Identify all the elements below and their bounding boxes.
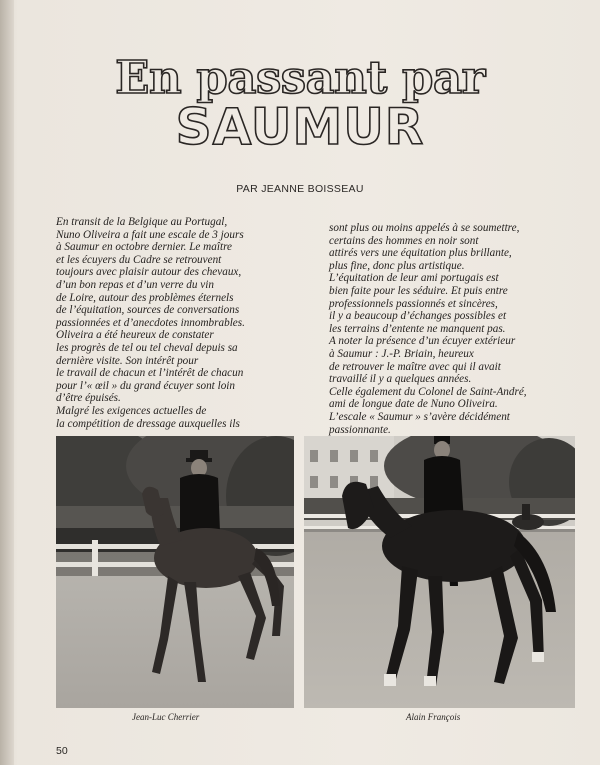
- text-line: attirés vers une équitation plus brillante,: [329, 247, 512, 260]
- text-line: Oliveira a été heureux de constater: [56, 329, 214, 342]
- text-line: A noter la présence d’un écuyer extérieur: [329, 335, 516, 348]
- page-number: 50: [56, 745, 68, 757]
- article-title-line-1: En passant par: [115, 51, 485, 104]
- text-line: L’escale « Saumur » s’avère décidément: [329, 410, 510, 423]
- text-line: il y a beaucoup d’échanges possibles et: [329, 310, 507, 323]
- text-line: Malgré les exigences actuelles de: [56, 404, 207, 417]
- text-line: d’être épuisés.: [56, 392, 121, 405]
- text-line: à Saumur en octobre dernier. Le maître: [56, 241, 232, 254]
- photo-caption-left: Jean-Luc Cherrier: [132, 712, 200, 722]
- text-line: passionnées et d’anecdotes innombrables.: [56, 316, 245, 329]
- article-column-right: [329, 222, 575, 436]
- text-line: les terrains d’entente ne manquent pas.: [329, 322, 506, 335]
- text-line: L’équitation de leur ami portugais est: [329, 272, 499, 285]
- photo-rider-left-image: [56, 436, 294, 708]
- text-line: la compétition de dressage auxquelles ils: [56, 417, 240, 430]
- article-byline: PAR JEANNE BOISSEAU: [236, 183, 364, 195]
- text-line: à Saumur : J.-P. Briain, heureux: [329, 347, 474, 360]
- article-column-left: [56, 216, 304, 430]
- text-line: d’un bon repas et d’un verre du vin: [56, 278, 214, 291]
- text-line: les progrès de tel ou tel cheval depuis sa: [56, 341, 238, 354]
- text-line: le travail de chacun et l’intérêt de chacun: [56, 367, 244, 380]
- text-line: pour l’« œil » du grand écuyer sont loin: [56, 379, 235, 392]
- text-line: professionnels passionnés et sincères,: [329, 297, 498, 310]
- text-line: ami de longue date de Nuno Oliveira.: [329, 398, 498, 411]
- text-line: de Loire, autour des problèmes éternels: [56, 291, 234, 304]
- article-title-line-2: SAUMUR: [175, 98, 425, 156]
- text-line: toujours avec plaisir autour des chevaux,: [56, 266, 242, 279]
- text-line: bien faite pour les séduire. Et puis entre: [329, 284, 508, 297]
- text-line: dernière visite. Son intérêt pour: [56, 354, 199, 367]
- text-line: En transit de la Belgique au Portugal,: [56, 216, 228, 228]
- photo-caption-right: Alain François: [406, 712, 461, 722]
- text-line: et les écuyers du Cadre se retrouvent: [56, 253, 222, 266]
- photo-rider-right-image: [304, 436, 575, 708]
- photo-rider-left: [56, 436, 294, 708]
- text-line: Nuno Oliveira a fait une escale de 3 jours: [56, 228, 244, 241]
- text-line: Celle également du Colonel de Saint-André,: [329, 385, 527, 398]
- photo-rider-right: [304, 436, 575, 708]
- text-line: de retrouver le maître avec qui il avait: [329, 360, 501, 373]
- text-line: de l’équitation, sources de conversations: [56, 304, 240, 317]
- text-line: passionnante.: [329, 423, 391, 436]
- text-line: certains des hommes en noir sont: [329, 234, 479, 247]
- text-line: travaillé il y a quelques années.: [329, 373, 472, 386]
- text-line: sont plus ou moins appelés à se soumettre,: [329, 222, 520, 234]
- text-line: plus fine, donc plus artistique.: [329, 259, 465, 272]
